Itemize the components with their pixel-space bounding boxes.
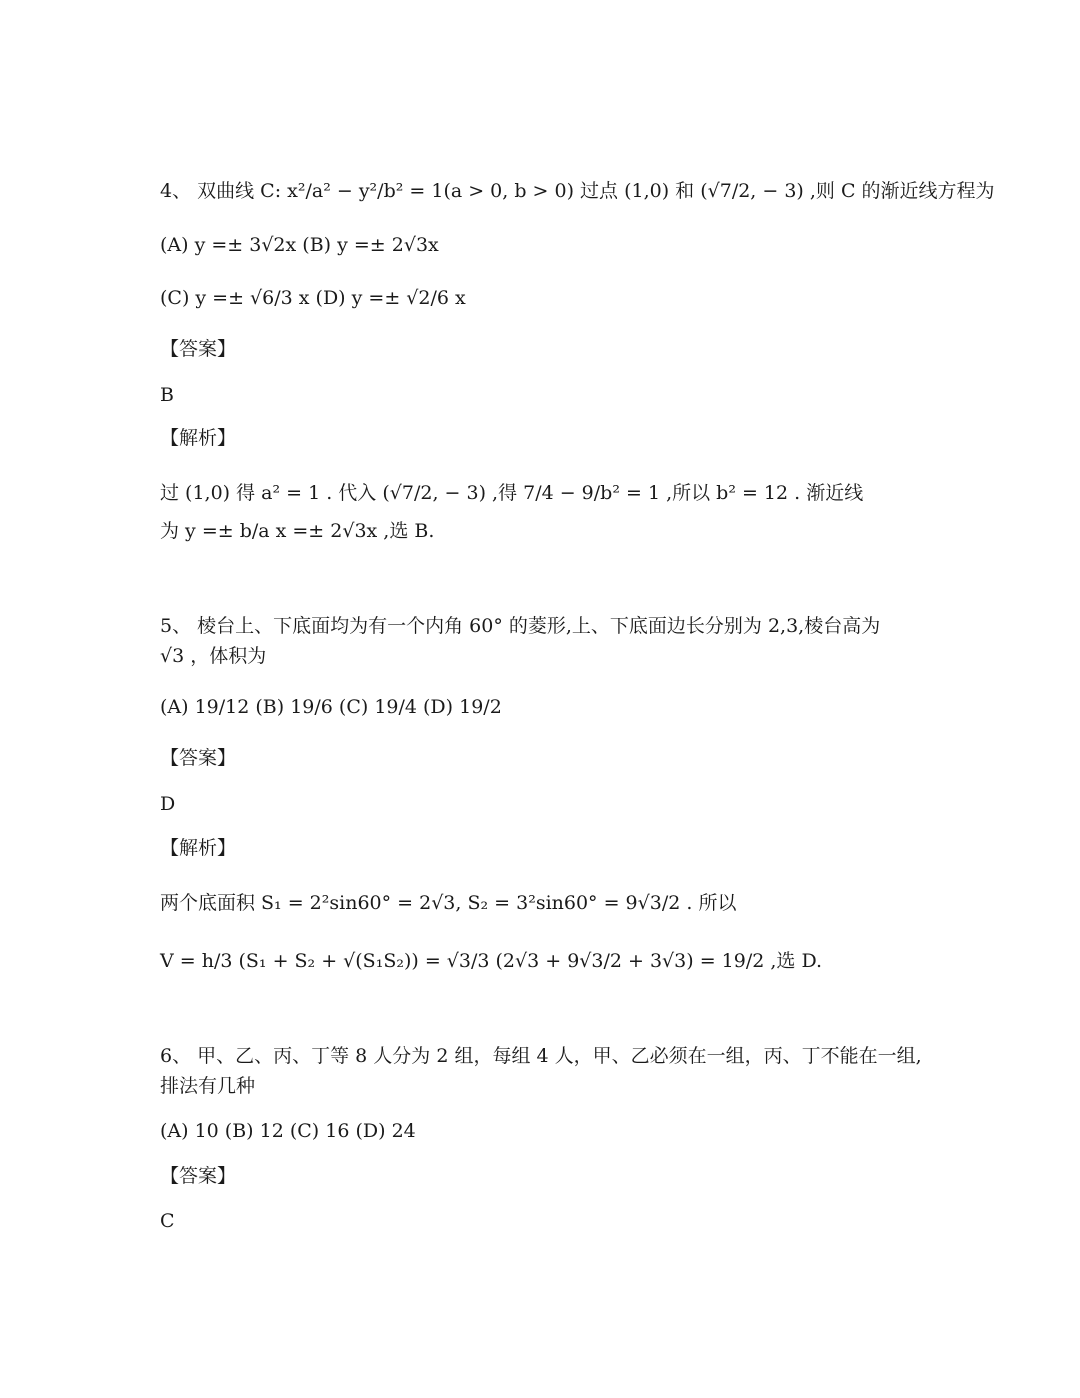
q4-analysis-line1: 过 (1,0) 得 a² = 1 . 代入 (√7/2, − 3) ,得 7/4 − 9/b² = 1 ,所以 b² = 12 . 渐近线 <box>160 482 864 504</box>
q6-answer-label: 【答案】 <box>160 1165 237 1187</box>
q4-answer: B <box>160 384 174 406</box>
q5-answer: D <box>160 793 176 815</box>
q5-stem-line2: √3 ，体积为 <box>160 645 267 667</box>
q5-analysis-line1: 两个底面积 S₁ = 2²sin60° = 2√3, S₂ = 3²sin60° = 9√3/2 . 所以 <box>160 892 737 914</box>
q4-answer-label: 【答案】 <box>160 338 237 360</box>
q6-stem-line1: 6、 甲、乙、丙、丁等 8 人分为 2 组，每组 4 人，甲、乙必须在一组，丙、丁不能在一组, <box>160 1045 922 1067</box>
q4-analysis-label: 【解析】 <box>160 427 237 449</box>
q4-stem: 4、 双曲线 C: x²/a² − y²/b² = 1(a > 0, b > 0) 过点 (1,0) 和 (√7/2, − 3) ,则 C 的渐近线方程为 <box>160 180 995 202</box>
q5-stem-line1: 5、 棱台上、下底面均为有一个内角 60° 的菱形,上、下底面边长分别为 2,3,棱台高为 <box>160 615 881 637</box>
q5-analysis-label: 【解析】 <box>160 837 237 859</box>
q4-options-ab: (A) y =± 3√2x (B) y =± 2√3x <box>160 234 439 256</box>
q5-options: (A) 19/12 (B) 19/6 (C) 19/4 (D) 19/2 <box>160 696 502 718</box>
q4-options-cd: (C) y =± √6/3 x (D) y =± √2/6 x <box>160 287 466 309</box>
q5-answer-label: 【答案】 <box>160 747 237 769</box>
q6-answer: C <box>160 1210 175 1232</box>
q4-analysis-line2: 为 y =± b/a x =± 2√3x ,选 B. <box>160 520 435 542</box>
q6-stem-line2: 排法有几种 <box>160 1075 256 1097</box>
q5-analysis-line2: V = h/3 (S₁ + S₂ + √(S₁S₂)) = √3/3 (2√3 + 9√3/2 + 3√3) = 19/2 ,选 D. <box>160 950 823 972</box>
q6-options: (A) 10 (B) 12 (C) 16 (D) 24 <box>160 1120 416 1142</box>
